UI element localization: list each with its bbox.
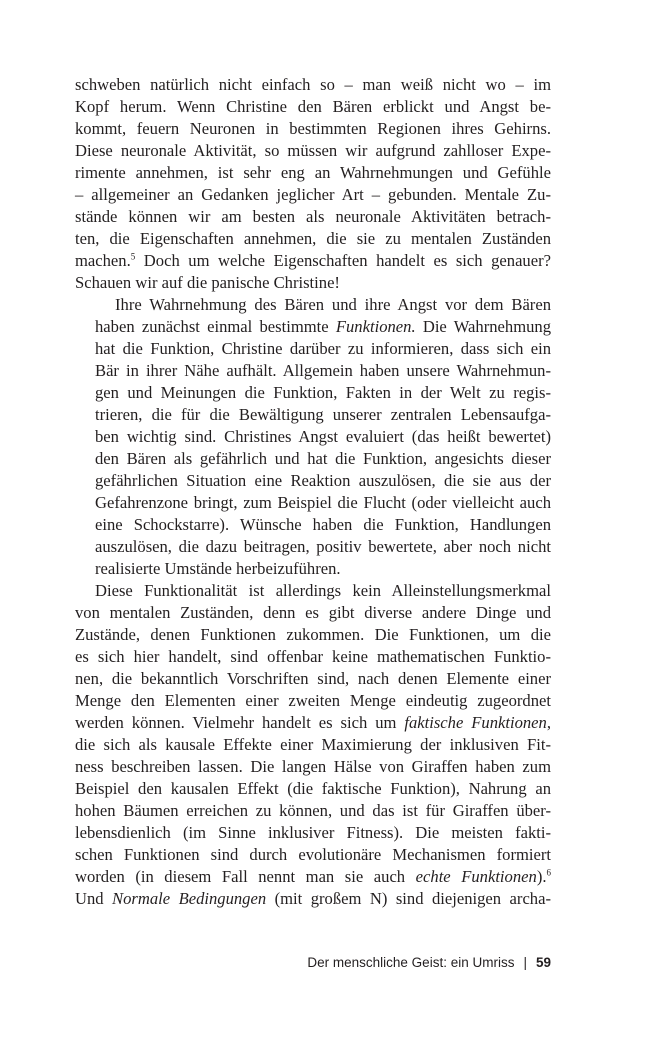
text-line: gen und Meinungen die Funktion, Fakten in der Welt zu regis-: [95, 383, 551, 402]
running-footer: [307, 955, 551, 970]
page-body: [75, 74, 551, 910]
page-number: 59: [535, 955, 551, 970]
text-line: Kopf herum. Wenn Christine den Bären erblickt und Angst be-: [75, 97, 551, 116]
text-line: Diese Funktionalität ist allerdings kein Alleinstellungsmerkmal: [95, 581, 551, 600]
text-line: Ihre Wahrnehmung des Bären und ihre Angst vor dem Bären: [115, 295, 551, 314]
paragraph-2: [75, 294, 551, 580]
text-line: Bär in ihrer Nähe aufhält. Allgemein haben unsere Wahrnehmun-: [95, 361, 551, 380]
text-line: rimente annehmen, ist sehr eng an Wahrnehmungen und Gefühle: [75, 163, 551, 182]
text-line: werden können. Vielmehr handelt es sich um faktische Funktionen,: [75, 713, 551, 732]
text-line: – allgemeiner an Gedanken jeglicher Art – gebunden. Mentale Zu-: [75, 185, 551, 204]
text-line: Schauen wir auf die panische Christine!: [75, 273, 340, 292]
text-line: von mentalen Zuständen, denn es gibt diverse andere Dinge und: [75, 603, 551, 622]
text-line: stände können wir am besten als neuronale Aktivitäten betrach-: [75, 207, 551, 226]
emphasis: echte Funktionen: [415, 867, 537, 886]
text-line: worden (in diesem Fall nennt man sie auch echte Funktionen).$^6$: [75, 867, 551, 886]
footer-separator: |: [523, 955, 527, 970]
text-line: Beispiel den kausalen Effekt (die faktische Funktion), Nahrung an: [75, 779, 551, 798]
text-line: auszulösen, die dazu beitragen, positiv bewertete, aber noch nicht: [95, 537, 551, 556]
text-line: Gefahrenzone bringt, zum Beispiel die Flucht (oder vielleicht auch: [95, 493, 551, 512]
text-line: gefährlichen Situation eine Reaktion auszulösen, die sie aus der: [95, 471, 551, 490]
text-line: die sich als kausale Effekte einer Maximierung der inklusiven Fit-: [75, 735, 551, 754]
text-line: nen, die bekanntlich Vorschriften sind, nach denen Elemente einer: [75, 669, 551, 688]
text-line: es sich hier handelt, sind offenbar keine mathematischen Funktio-: [75, 647, 551, 666]
text-line: den Bären als gefährlich und hat die Funktion, angesichts dieser: [95, 449, 551, 468]
text-line: machen.$^5$ Doch um welche Eigenschaften handelt es sich genauer?: [75, 251, 551, 270]
paragraph-1: [75, 74, 551, 294]
text-line: trieren, die für die Bewältigung unserer zentralen Lebensaufga-: [95, 405, 551, 424]
text-line: hohen Bäumen erreichen zu können, und das ist für Giraffen über-: [75, 801, 551, 820]
text-line: realisierte Umstände herbeizuführen.: [95, 559, 341, 578]
text-line: Und Normale Bedingungen (mit großem N) sind diejenigen archa-: [75, 889, 551, 908]
text-line: Diese neuronale Aktivität, so müssen wir aufgrund zahlloser Expe-: [75, 141, 551, 160]
text-line: lebensdienlich (im Sinne inklusiver Fitness). Die meisten fakti-: [75, 823, 551, 842]
emphasis: faktische Funktionen: [404, 713, 547, 732]
text-line: schweben natürlich nicht einfach so – man weiß nicht wo – im: [75, 75, 551, 94]
footnote-marker: 6: [546, 867, 551, 878]
text-line: haben zunächst einmal bestimmte Funktionen. Die Wahrnehmung: [95, 317, 551, 336]
text-line: kommt, feuern Neuronen in bestimmten Regionen ihres Gehirns.: [75, 119, 551, 138]
text-line: ten, die Eigenschaften annehmen, die sie zu mentalen Zuständen: [75, 229, 551, 248]
emphasis: Normale Bedingungen: [112, 889, 267, 908]
running-title: Der menschliche Geist: ein Umriss: [307, 955, 515, 970]
text-line: schen Funktionen sind durch evolutionäre Mechanismen formiert: [75, 845, 551, 864]
text-line: Menge den Elementen einer zweiten Menge eindeutig zugeordnet: [75, 691, 551, 710]
text-line: hat die Funktion, Christine darüber zu informieren, dass sich ein: [95, 339, 551, 358]
text-line: Zustände, denen Funktionen zukommen. Die Funktionen, um die: [75, 625, 551, 644]
text-line: ness beschreiben lassen. Die langen Hälse von Giraffen haben zum: [75, 757, 551, 776]
footnote-marker: 5: [130, 251, 136, 262]
paragraph-3: [75, 580, 551, 910]
emphasis: Funktionen.: [335, 317, 416, 336]
text-line: ben wichtig sind. Christines Angst evaluiert (das heißt bewertet): [95, 427, 551, 446]
text-line: eine Schockstarre). Wünsche haben die Funktion, Handlungen: [95, 515, 551, 534]
